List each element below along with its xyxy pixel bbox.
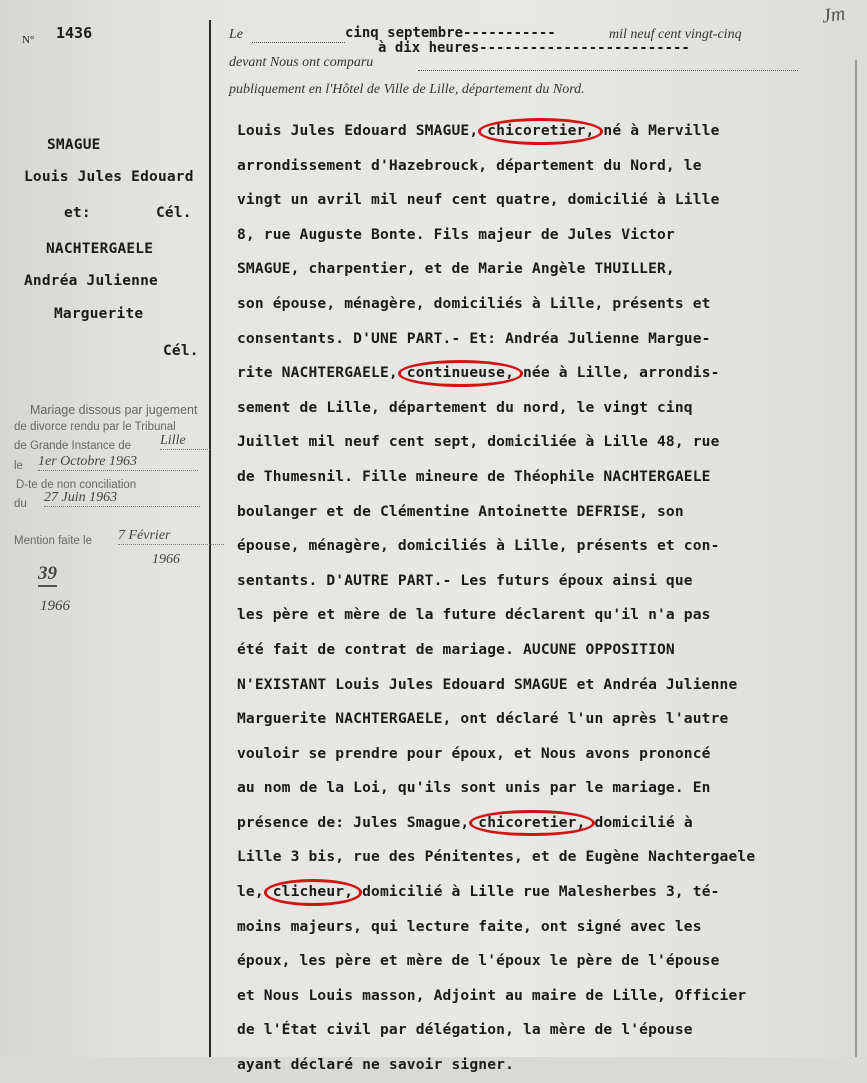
body-line: vouloir se prendre pour époux, et Nous avons prononcé: [237, 744, 711, 762]
annotation-line-6: du: [14, 498, 27, 510]
profession-highlight: chicoretier,: [478, 806, 585, 841]
profession-highlight: clicheur,: [273, 875, 353, 910]
body-line: moins majeurs, qui lecture faite, ont signé avec les: [237, 917, 702, 935]
header-time: à dix heures-------------------------: [378, 40, 690, 56]
body-line: le, clicheur, domicilié à Lille rue Malesherbes 3, té-: [237, 875, 853, 910]
annotation-line-2: de divorce rendu par le Tribunal: [14, 421, 176, 433]
bride-given-names-1: Andréa Julienne: [24, 273, 158, 289]
body-line: vingt un avril mil neuf cent quatre, domicilié à Lille: [237, 191, 720, 209]
annotation-line-3: de Grande Instance de: [14, 440, 131, 452]
header-year: mil neuf cent vingt-cinq: [609, 27, 742, 42]
body-line: les père et mère de la future déclarent qu'il n'a pas: [237, 606, 711, 624]
body-line: et Nous Louis masson, Adjoint au maire de Lille, Officier: [237, 986, 747, 1004]
body-line: présence de: Jules Smague, chicoretier, domicilié à: [237, 806, 853, 841]
act-body: [237, 114, 853, 1083]
header-date: cinq septembre-----------: [345, 25, 556, 41]
annotation-judgment-date: 1er Octobre 1963: [38, 454, 198, 471]
body-line: Lille 3 bis, rue des Pénitentes, et de Eugène Nachtergaele: [237, 848, 756, 866]
body-line: ayant déclaré ne savoir signer.: [237, 1056, 515, 1074]
mention-label: Mention faite le: [14, 535, 92, 547]
body-line: épouse, ménagère, domiciliés à Lille, présents et con-: [237, 537, 720, 555]
register-ref-year: 1966: [40, 598, 70, 614]
bride-given-names-2: Marguerite: [54, 306, 144, 322]
mention-date: 7 Février: [118, 528, 224, 545]
body-line: arrondissement d'Hazebrouck, département du Nord, le: [237, 156, 702, 174]
header-comparu: devant Nous ont comparu: [229, 55, 374, 70]
bride-status: Cél.: [163, 343, 199, 359]
record-number-label: N°: [22, 34, 35, 46]
dotted-rule: [418, 70, 798, 71]
body-line: consentants. D'UNE PART.- Et: Andréa Julienne Margue-: [237, 329, 711, 347]
annotation-line-4: le: [14, 460, 23, 472]
body-line: rite NACHTERGAELE, continueuse, née à Lille, arrondis-: [237, 356, 853, 391]
annotation-line-1: Mariage dissous par jugement: [30, 403, 198, 417]
bride-surname: NACHTERGAELE: [46, 241, 154, 257]
profession-highlight: continueuse,: [407, 356, 514, 391]
groom-status: Cél.: [156, 205, 192, 221]
dotted-rule: [252, 42, 345, 43]
header-publiquement: publiquement en l'Hôtel de Ville de Lille, département du Nord.: [229, 82, 585, 97]
record-number: 1436: [56, 24, 93, 42]
groom-surname: SMAGUE: [47, 137, 101, 153]
body-line: son épouse, ménagère, domiciliés à Lille, présents et: [237, 294, 711, 312]
annotation-line-5: D-te de non conciliation: [16, 479, 137, 491]
body-line: Marguerite NACHTERGAELE, ont déclaré l'un après l'autre: [237, 710, 729, 728]
margin-pencil-note: Jm: [820, 2, 847, 28]
mention-year: 1966: [152, 552, 180, 567]
body-line: au nom de la Loi, qu'ils sont unis par le mariage. En: [237, 779, 711, 797]
body-line: Louis Jules Edouard SMAGUE, chicoretier, né à Merville: [237, 114, 853, 149]
body-line: de l'État civil par délégation, la mère de l'épouse: [237, 1021, 693, 1039]
page-edge: [855, 60, 857, 1057]
header-le-label: Le: [229, 27, 243, 42]
body-line: boulanger et de Clémentine Antoinette DEFRISE, son: [237, 502, 684, 520]
body-line: Juillet mil neuf cent sept, domiciliée à Lille 48, rue: [237, 433, 720, 451]
body-line: sement de Lille, département du nord, le vingt cinq: [237, 398, 693, 416]
sidebar-et: et:: [64, 205, 91, 221]
groom-given-names: Louis Jules Edouard: [24, 169, 194, 185]
profession-highlight: chicoretier,: [487, 114, 594, 149]
body-line: été fait de contrat de mariage. AUCUNE OPPOSITION: [237, 640, 675, 658]
body-line: sentants. D'AUTRE PART.- Les futurs époux ainsi que: [237, 571, 693, 589]
body-line: 8, rue Auguste Bonte. Fils majeur de Jules Victor: [237, 225, 675, 243]
annotation-conciliation-date: 27 Juin 1963: [44, 490, 200, 507]
register-ref-number: 39: [38, 563, 57, 587]
body-line: SMAGUE, charpentier, et de Marie Angèle THUILLER,: [237, 260, 675, 278]
body-line: de Thumesnil. Fille mineure de Théophile NACHTERGAELE: [237, 467, 711, 485]
body-line: N'EXISTANT Louis Jules Edouard SMAGUE et Andréa Julienne: [237, 675, 738, 693]
annotation-city: Lille: [160, 433, 210, 450]
body-line: époux, les père et mère de l'époux le père de l'épouse: [237, 952, 720, 970]
